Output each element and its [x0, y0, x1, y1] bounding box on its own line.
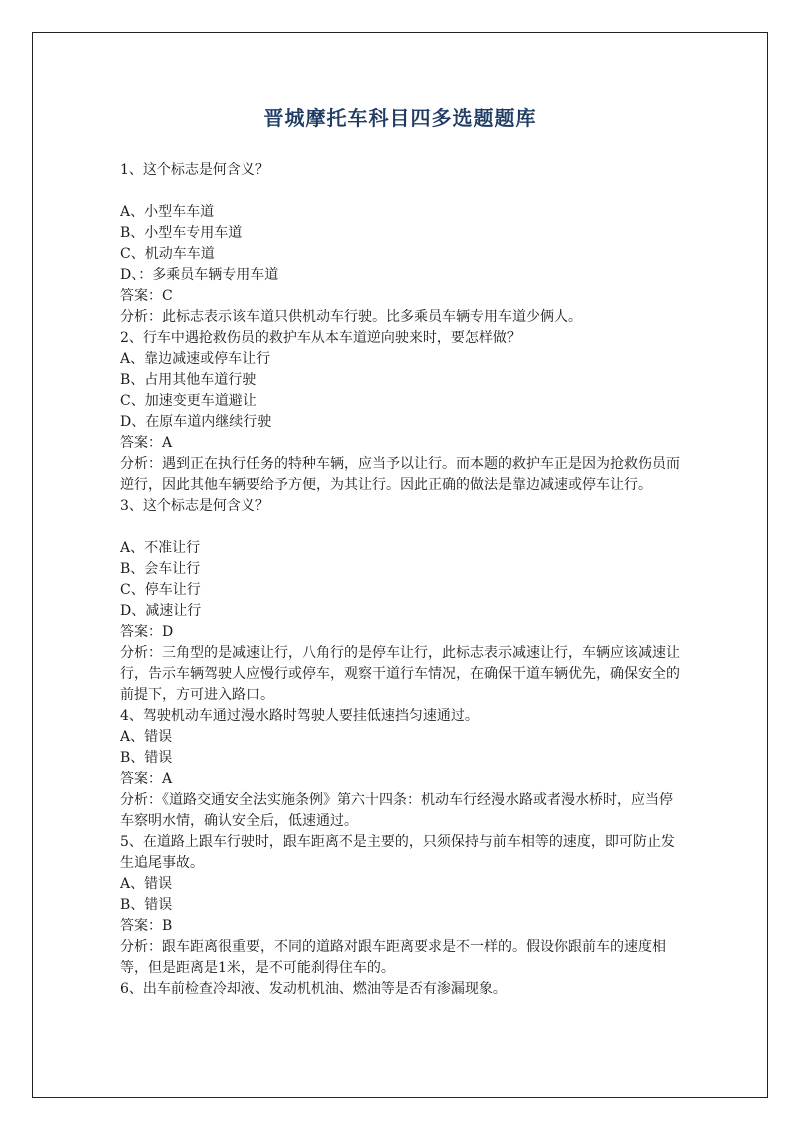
analysis-text: 分析：遇到正在执行任务的特种车辆，应当予以让行。而本题的救护车正是因为抢救伤员而逆行，因此其他车辆要给予方便，为其让行。因此正确的做法是靠边减速或停车让行。	[120, 456, 680, 493]
option-item: A、错误	[120, 729, 173, 745]
sign-image-placeholder	[120, 181, 680, 202]
answer-text: 答案：D	[120, 624, 174, 640]
answer-text: 答案：A	[120, 435, 173, 451]
option-item: C、停车让行	[120, 582, 201, 598]
question-text: 5、在道路上跟车行驶时，跟车距离不是主要的，只须保持与前车相等的速度，即可防止发生追尾事故。	[120, 834, 675, 871]
option-item: A、错误	[120, 876, 173, 892]
option-item: A、靠边减速或停车让行	[120, 351, 271, 367]
option-item: B、占用其他车道行驶	[120, 372, 257, 388]
option-item: C、机动车车道	[120, 246, 215, 262]
analysis-text: 分析：跟车距离很重要，不同的道路对跟车距离要求是不一样的。假设你跟前车的速度相等，但是距离是1米，是不可能刹得住车的。	[120, 939, 666, 976]
question-text: 2、行车中遇抢救伤员的救护车从本车道逆向驶来时，要怎样做？	[120, 330, 521, 346]
analysis-text: 分析：此标志表示该车道只供机动车行驶。比多乘员车辆专用车道少俩人。	[120, 309, 582, 325]
option-item: B、小型车专用车道	[120, 225, 243, 241]
analysis-text: 分析：三角型的是减速让行，八角行的是停车让行，此标志表示减速让行，车辆应该减速让行，告示车辆驾驶人应慢行或停车，观察干道行车情况，在确保干道车辆优先，确保安全的前提下，方可进入路口。	[120, 645, 680, 703]
question-list	[120, 160, 680, 1000]
answer-text: 答案：C	[120, 288, 173, 304]
option-item: B、会车让行	[120, 561, 201, 577]
question-text: 6、出车前检查冷却液、发动机机油、燃油等是否有渗漏现象。	[120, 981, 507, 997]
option-item: D、：多乘员车辆专用车道	[120, 267, 279, 283]
question-text: 4、驾驶机动车通过漫水路时驾驶人要挂低速挡匀速通过。	[120, 708, 479, 724]
question-text: 1、这个标志是何含义？	[120, 162, 269, 178]
option-item: A、小型车车道	[120, 204, 215, 220]
option-item: B、错误	[120, 897, 173, 913]
answer-text: 答案：B	[120, 918, 173, 934]
sign-image-placeholder	[120, 517, 680, 538]
option-item: D、减速让行	[120, 603, 202, 619]
option-item: D、在原车道内继续行驶	[120, 414, 272, 430]
question-text: 3、这个标志是何含义？	[120, 498, 269, 514]
option-item: C、加速变更车道避让	[120, 393, 257, 409]
analysis-text: 分析：《道路交通安全法实施条例》第六十四条：机动车行经漫水路或者漫水桥时，应当停车察明水情，确认安全后，低速通过。	[120, 792, 673, 829]
document-title: 晋城摩托车科目四多选题题库	[263, 106, 537, 130]
option-item: B、错误	[120, 750, 173, 766]
option-item: A、不准让行	[120, 540, 201, 556]
answer-text: 答案：A	[120, 771, 173, 787]
